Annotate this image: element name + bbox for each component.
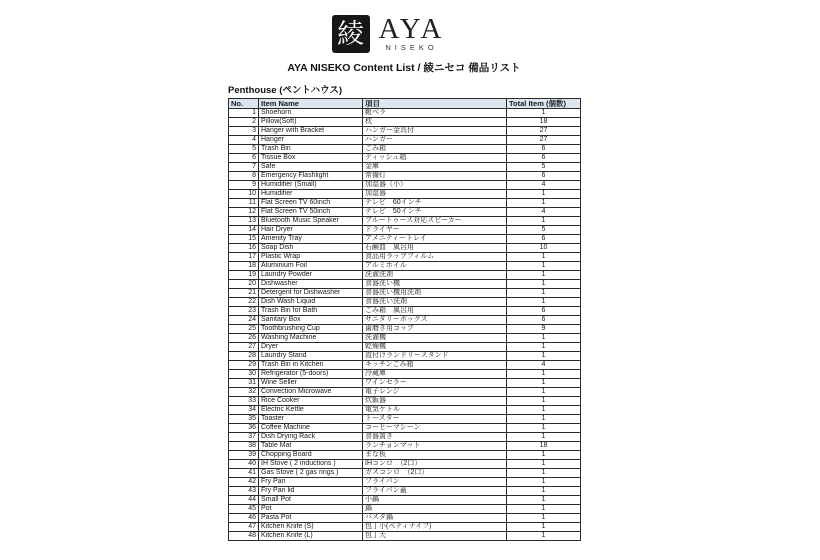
item-name-jp: 直付けランドリースタンド	[363, 352, 507, 361]
header-item-name: Item Name	[259, 99, 363, 109]
total-qty: 1	[507, 262, 581, 271]
table-header-row	[229, 99, 581, 109]
row-no: 12	[229, 208, 259, 217]
item-name-jp: 歯磨き用コップ	[363, 325, 507, 334]
total-qty: 6	[507, 154, 581, 163]
item-name: Hanger with Bracket	[259, 127, 363, 136]
item-name-jp: 炊飯器	[363, 397, 507, 406]
table-row	[229, 262, 581, 271]
total-qty: 6	[507, 145, 581, 154]
item-name: Refrigerator (5-doors)	[259, 370, 363, 379]
item-name: IH Stove ( 2 inductions )	[259, 460, 363, 469]
item-name: Chopping Board	[259, 451, 363, 460]
total-qty: 4	[507, 361, 581, 370]
table-row	[229, 181, 581, 190]
item-name: Flat Screen TV 60inch	[259, 199, 363, 208]
page-title: AYA NISEKO Content List / 綾ニセコ 備品リスト	[287, 62, 521, 74]
item-name: Table Mat	[259, 442, 363, 451]
total-qty: 1	[507, 505, 581, 514]
header-total-item: Total Item (個数)	[507, 99, 581, 109]
table-row	[229, 145, 581, 154]
total-qty: 1	[507, 388, 581, 397]
item-name-jp: 食器置き	[363, 433, 507, 442]
row-no: 45	[229, 505, 259, 514]
item-name: Pillow(Soft)	[259, 118, 363, 127]
total-qty: 6	[507, 307, 581, 316]
row-no: 14	[229, 226, 259, 235]
item-name-jp: IHコンロ （2口）	[363, 460, 507, 469]
item-name-jp: 冷蔵庫	[363, 370, 507, 379]
total-qty: 1	[507, 370, 581, 379]
item-name-jp: ごみ箱 風呂用	[363, 307, 507, 316]
row-no: 34	[229, 406, 259, 415]
row-no: 31	[229, 379, 259, 388]
row-no: 6	[229, 154, 259, 163]
item-name: Humidifier	[259, 190, 363, 199]
total-qty: 1	[507, 496, 581, 505]
item-name: Humidifier (Small)	[259, 181, 363, 190]
row-no: 32	[229, 388, 259, 397]
row-no: 19	[229, 271, 259, 280]
item-name-jp: ワインセラー	[363, 379, 507, 388]
item-name: Fry Pan lid	[259, 487, 363, 496]
table-row	[229, 298, 581, 307]
item-name: Convection Microwave	[259, 388, 363, 397]
table-row	[229, 307, 581, 316]
table-row	[229, 514, 581, 523]
row-no: 7	[229, 163, 259, 172]
item-name-jp: テレビ 60インチ	[363, 199, 507, 208]
table-row	[229, 136, 581, 145]
item-name: Detergent for Dishwasher	[259, 289, 363, 298]
table-row	[229, 361, 581, 370]
item-name-jp: アルミホイル	[363, 262, 507, 271]
table-row	[229, 433, 581, 442]
item-name: Washing Machine	[259, 334, 363, 343]
item-name-jp: まな板	[363, 451, 507, 460]
row-no: 15	[229, 235, 259, 244]
item-name-jp: 枕	[363, 118, 507, 127]
row-no: 44	[229, 496, 259, 505]
item-name: Hair Dryer	[259, 226, 363, 235]
item-name-jp: 包丁大	[363, 532, 507, 541]
item-name: Trash Bin in Kitchen	[259, 361, 363, 370]
total-qty: 1	[507, 478, 581, 487]
row-no: 5	[229, 145, 259, 154]
item-name-jp: 食品用ラップフィルム	[363, 253, 507, 262]
item-name: Sanitary Box	[259, 316, 363, 325]
row-no: 3	[229, 127, 259, 136]
total-qty: 1	[507, 271, 581, 280]
section-title: Penthouse (ペントハウス)	[228, 85, 343, 96]
table-row	[229, 226, 581, 235]
row-no: 40	[229, 460, 259, 469]
item-name: Kitchen Knife (L)	[259, 532, 363, 541]
item-name-jp: 小鍋	[363, 496, 507, 505]
total-qty: 1	[507, 532, 581, 541]
table-row	[229, 190, 581, 199]
row-no: 1	[229, 109, 259, 118]
total-qty: 1	[507, 487, 581, 496]
row-no: 16	[229, 244, 259, 253]
item-name-jp: ごみ箱	[363, 145, 507, 154]
row-no: 35	[229, 415, 259, 424]
row-no: 48	[229, 532, 259, 541]
row-no: 23	[229, 307, 259, 316]
item-name-jp: コーヒーマシーン	[363, 424, 507, 433]
item-name: Safe	[259, 163, 363, 172]
total-qty: 6	[507, 316, 581, 325]
row-no: 29	[229, 361, 259, 370]
item-name-jp: ガスコンロ （2口）	[363, 469, 507, 478]
total-qty: 1	[507, 397, 581, 406]
row-no: 18	[229, 262, 259, 271]
row-no: 4	[229, 136, 259, 145]
table-row	[229, 532, 581, 541]
total-qty: 4	[507, 181, 581, 190]
total-qty: 5	[507, 163, 581, 172]
row-no: 10	[229, 190, 259, 199]
table-row	[229, 316, 581, 325]
item-name: Trash Bin for Bath	[259, 307, 363, 316]
logo-brand-text: AYA	[378, 13, 445, 45]
total-qty: 1	[507, 253, 581, 262]
table-row	[229, 424, 581, 433]
item-name-jp: 鍋	[363, 505, 507, 514]
item-name-jp: 常備灯	[363, 172, 507, 181]
item-name: Aluminium Foil	[259, 262, 363, 271]
item-name-jp: 加湿器（小）	[363, 181, 507, 190]
item-name-jp: ハンガー	[363, 136, 507, 145]
item-name: Bluetooth Music Speaker	[259, 217, 363, 226]
total-qty: 1	[507, 424, 581, 433]
table-row	[229, 271, 581, 280]
item-name: Fry Pan	[259, 478, 363, 487]
total-qty: 1	[507, 352, 581, 361]
table-row	[229, 235, 581, 244]
total-qty: 1	[507, 280, 581, 289]
total-qty: 1	[507, 298, 581, 307]
total-qty: 6	[507, 235, 581, 244]
item-name: Laundry Stand	[259, 352, 363, 361]
item-name-jp: パスタ鍋	[363, 514, 507, 523]
total-qty: 27	[507, 127, 581, 136]
item-name: Amenity Tray	[259, 235, 363, 244]
total-qty: 1	[507, 217, 581, 226]
aya-kanji-logo-icon	[332, 15, 370, 53]
logo-sub-text: NISEKO	[385, 43, 438, 52]
item-name-jp: トースター	[363, 415, 507, 424]
table-row	[229, 109, 581, 118]
total-qty: 1	[507, 334, 581, 343]
item-name-jp: ハンガー金具付	[363, 127, 507, 136]
table-row	[229, 127, 581, 136]
table-row	[229, 244, 581, 253]
row-no: 46	[229, 514, 259, 523]
table-row	[229, 523, 581, 532]
table-row	[229, 199, 581, 208]
item-name: Trash Bin	[259, 145, 363, 154]
table-row	[229, 469, 581, 478]
row-no: 30	[229, 370, 259, 379]
item-name-jp: キッチンごみ箱	[363, 361, 507, 370]
row-no: 17	[229, 253, 259, 262]
item-name-jp: ブルートゥース対応スピーカー	[363, 217, 507, 226]
row-no: 24	[229, 316, 259, 325]
table-row	[229, 217, 581, 226]
item-name: Dish Wash Liquid	[259, 298, 363, 307]
row-no: 21	[229, 289, 259, 298]
content-table-body	[229, 109, 581, 541]
item-name: Coffee Machine	[259, 424, 363, 433]
total-qty: 1	[507, 109, 581, 118]
row-no: 36	[229, 424, 259, 433]
table-row	[229, 487, 581, 496]
item-name-jp: 包丁小(ペティナイフ)	[363, 523, 507, 532]
table-row	[229, 154, 581, 163]
total-qty: 6	[507, 172, 581, 181]
item-name-jp: サニタリーボックス	[363, 316, 507, 325]
table-row	[229, 496, 581, 505]
item-name: Toaster	[259, 415, 363, 424]
row-no: 39	[229, 451, 259, 460]
item-name: Laundry Powder	[259, 271, 363, 280]
item-name-jp: 食器洗い機用洗剤	[363, 289, 507, 298]
table-row	[229, 505, 581, 514]
total-qty: 1	[507, 415, 581, 424]
table-row	[229, 406, 581, 415]
item-name: Pot	[259, 505, 363, 514]
item-name-jp: フライパン蓋	[363, 487, 507, 496]
item-name: Toothbrushing Cup	[259, 325, 363, 334]
item-name-jp: 石鹸皿 風呂用	[363, 244, 507, 253]
row-no: 26	[229, 334, 259, 343]
table-row	[229, 172, 581, 181]
item-name-jp: 金庫	[363, 163, 507, 172]
total-qty: 5	[507, 226, 581, 235]
row-no: 42	[229, 478, 259, 487]
table-row	[229, 379, 581, 388]
table-row	[229, 163, 581, 172]
content-table	[228, 98, 581, 541]
row-no: 28	[229, 352, 259, 361]
row-no: 47	[229, 523, 259, 532]
item-name: Dishwasher	[259, 280, 363, 289]
item-name-jp: フライパン	[363, 478, 507, 487]
row-no: 37	[229, 433, 259, 442]
item-name: Emergency Flashlight	[259, 172, 363, 181]
total-qty: 1	[507, 469, 581, 478]
item-name: Pasta Pot	[259, 514, 363, 523]
item-name-jp: ティッシュ箱	[363, 154, 507, 163]
row-no: 41	[229, 469, 259, 478]
total-qty: 4	[507, 208, 581, 217]
table-row	[229, 442, 581, 451]
item-name: Dish Drying Rack	[259, 433, 363, 442]
header-item-name-jp: 項目	[363, 99, 507, 109]
total-qty: 1	[507, 460, 581, 469]
item-name-jp: 洗濯洗剤	[363, 271, 507, 280]
item-name: Small Pot	[259, 496, 363, 505]
item-name: Flat Screen TV 50inch	[259, 208, 363, 217]
table-row	[229, 397, 581, 406]
item-name-jp: 電気ケトル	[363, 406, 507, 415]
document-content	[228, 0, 580, 541]
table-row	[229, 415, 581, 424]
item-name: Soap Dish	[259, 244, 363, 253]
table-row	[229, 478, 581, 487]
item-name: Electric Kettle	[259, 406, 363, 415]
row-no: 20	[229, 280, 259, 289]
item-name: Gas Stove ( 2 gas rings )	[259, 469, 363, 478]
item-name: Tissue Box	[259, 154, 363, 163]
table-row	[229, 118, 581, 127]
table-row	[229, 289, 581, 298]
total-qty: 1	[507, 433, 581, 442]
row-no: 2	[229, 118, 259, 127]
total-qty: 1	[507, 514, 581, 523]
header-no: No.	[229, 99, 259, 109]
row-no: 33	[229, 397, 259, 406]
table-row	[229, 208, 581, 217]
item-name: Hanger	[259, 136, 363, 145]
total-qty: 1	[507, 343, 581, 352]
aya-niseko-logo	[212, 15, 564, 53]
table-row	[229, 451, 581, 460]
total-qty: 9	[507, 325, 581, 334]
total-qty: 27	[507, 136, 581, 145]
table-row	[229, 325, 581, 334]
table-row	[229, 334, 581, 343]
table-row	[229, 370, 581, 379]
row-no: 13	[229, 217, 259, 226]
total-qty: 1	[507, 379, 581, 388]
logo-wordmark	[378, 13, 445, 52]
table-row	[229, 253, 581, 262]
total-qty: 10	[507, 244, 581, 253]
item-name: Kitchen Knife (S)	[259, 523, 363, 532]
item-name: Plastic Wrap	[259, 253, 363, 262]
total-qty: 1	[507, 190, 581, 199]
logo-kanji: 綾	[337, 18, 365, 49]
table-row	[229, 460, 581, 469]
table-row	[229, 343, 581, 352]
item-name-jp: 食器洗い洗剤	[363, 298, 507, 307]
item-name-jp: ランチョンマット	[363, 442, 507, 451]
item-name-jp: 加湿器	[363, 190, 507, 199]
row-no: 9	[229, 181, 259, 190]
total-qty: 18	[507, 442, 581, 451]
row-no: 11	[229, 199, 259, 208]
total-qty: 1	[507, 406, 581, 415]
row-no: 38	[229, 442, 259, 451]
item-name-jp: テレビ 50インチ	[363, 208, 507, 217]
item-name: Wine Seller	[259, 379, 363, 388]
item-name: Dryer	[259, 343, 363, 352]
item-name-jp: 洗濯機	[363, 334, 507, 343]
row-no: 27	[229, 343, 259, 352]
item-name-jp: 食器洗い機	[363, 280, 507, 289]
item-name: Rice Cooker	[259, 397, 363, 406]
total-qty: 1	[507, 289, 581, 298]
table-row	[229, 352, 581, 361]
table-row	[229, 388, 581, 397]
total-qty: 1	[507, 451, 581, 460]
item-name-jp: 乾燥機	[363, 343, 507, 352]
row-no: 25	[229, 325, 259, 334]
total-qty: 1	[507, 199, 581, 208]
row-no: 22	[229, 298, 259, 307]
item-name-jp: ドライヤー	[363, 226, 507, 235]
row-no: 8	[229, 172, 259, 181]
total-qty: 18	[507, 118, 581, 127]
total-qty: 1	[507, 523, 581, 532]
item-name-jp: 電子レンジ	[363, 388, 507, 397]
item-name-jp: アメニティートレイ	[363, 235, 507, 244]
item-name: Shoehorn	[259, 109, 363, 118]
item-name-jp: 靴ベラ	[363, 109, 507, 118]
table-row	[229, 280, 581, 289]
row-no: 43	[229, 487, 259, 496]
